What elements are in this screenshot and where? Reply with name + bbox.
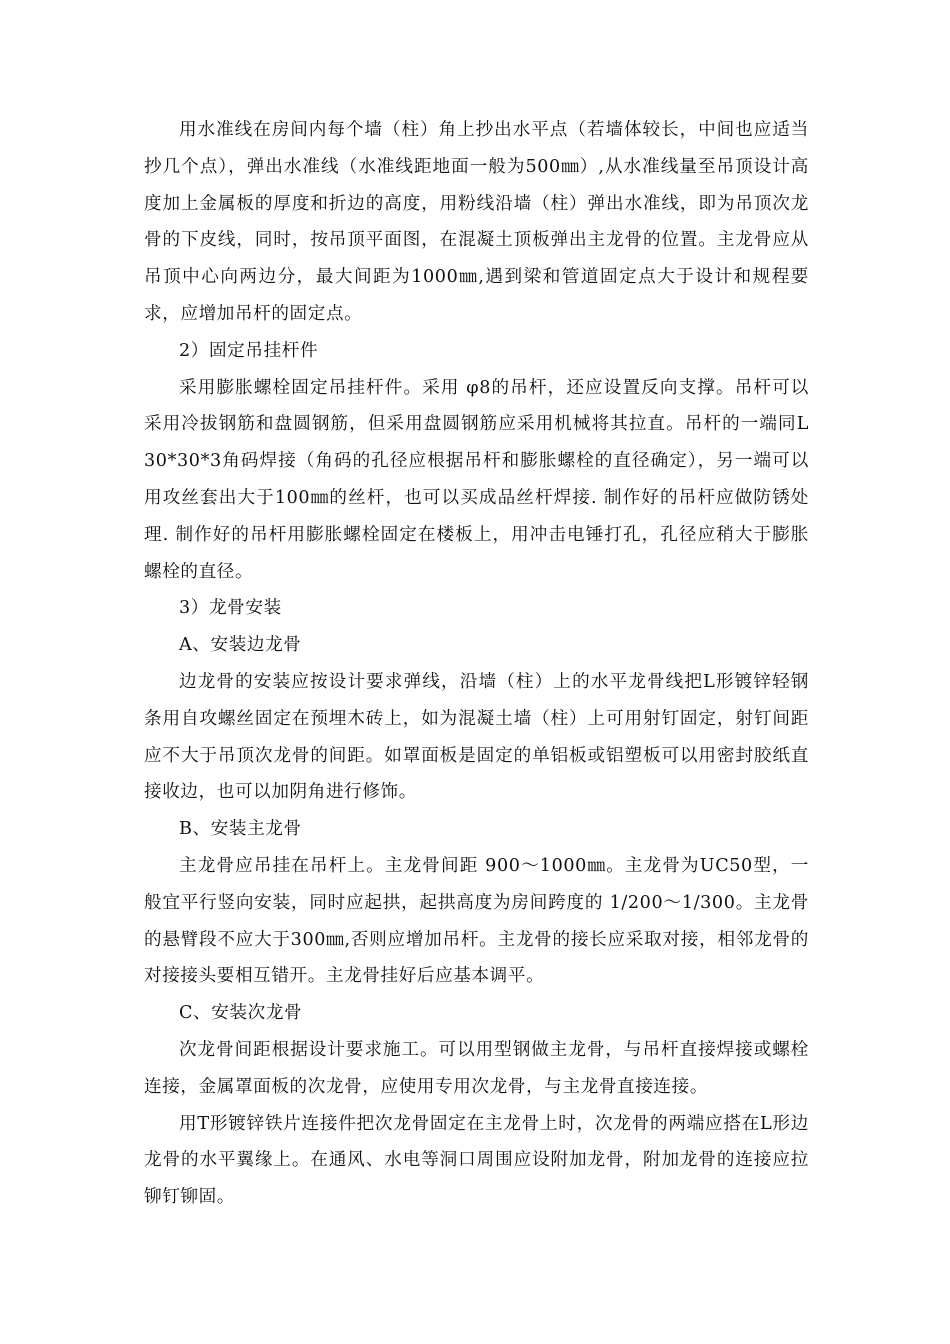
heading-secondary-keel: C、安装次龙骨 — [179, 1003, 303, 1024]
paragraph-leveling-lines: 用水准线在房间内每个墙（柱）角上抄出水平点（若墙体较长，中间也应适当抄几个点），弹出水准线（水准线距地面一般为500㎜）,从水准线量至吊顶设计高度加上金属板的厚度和折边的高度，用粉线沿墙（柱）弹出水准线，即为吊顶次龙骨的下皮线，同时，按吊顶平面图，在混凝土顶板弹出主龙骨的位置。主龙骨应从吊顶中心向两边分，最大间距为1000㎜,遇到梁和管道固定点大于设计和规程要求，应增加吊杆的固定点。 — [144, 120, 809, 324]
paragraph-t-connector: 用T形镀锌铁片连接件把次龙骨固定在主龙骨上时，次龙骨的两端应搭在L形边龙骨的水平翼缘上。在通风、水电等洞口周围应设附加龙骨，附加龙骨的连接应拉铆钉铆固。 — [144, 1113, 809, 1208]
paragraph-hanging-rods: 采用膨胀螺栓固定吊挂杆件。采用 φ8的吊杆，还应设置反向支撑。吊杆可以采用冷拔钢筋和盘圆钢筋，但采用盘圆钢筋应采用机械将其拉直。吊杆的一端同L 30*30*3角码焊接（角码的孔径应根据吊杆和膨胀螺栓的直径确定），另一端可以用攻丝套出大于100㎜的丝杆，也可以买成品丝杆焊接. 制作好的吊杆应做防锈处理. 制作好的吊杆用膨胀螺栓固定在楼板上，用冲击电锤打孔，孔径应稍大于膨胀螺栓的直径。 — [144, 377, 809, 582]
heading-fix-hanging-rods: 2）固定吊挂杆件 — [179, 340, 319, 361]
paragraph-main-keel: 主龙骨应吊挂在吊杆上。主龙骨间距 900～1000㎜。主龙骨为UC50型，一般宜平行竖向安装，同时应起拱，起拱高度为房间跨度的 1/200～1/300。主龙骨的悬臂段不应大于300㎜,否则应增加吊杆。主龙骨的接长应采取对接，相邻龙骨的对接接头要相互错开。主龙骨挂好后应基本调平。 — [144, 855, 809, 987]
document-page — [144, 112, 809, 1216]
heading-edge-keel: A、安装边龙骨 — [179, 635, 302, 656]
heading-main-keel: B、安装主龙骨 — [179, 819, 302, 840]
paragraph-edge-keel: 边龙骨的安装应按设计要求弹线，沿墙（柱）上的水平龙骨线把L形镀锌轻钢条用自攻螺丝固定在预埋木砖上，如为混凝土墙（柱）上可用射钉固定，射钉间距应不大于吊顶次龙骨的间距。如罩面板是固定的单铝板或铝塑板可以用密封胶纸直接收边，也可以加阴角进行修饰。 — [144, 671, 809, 803]
paragraph-secondary-keel: 次龙骨间距根据设计要求施工。可以用型钢做主龙骨，与吊杆直接焊接或螺栓连接，金属罩面板的次龙骨，应使用专用次龙骨，与主龙骨直接连接。 — [144, 1039, 809, 1097]
heading-keel-installation: 3）龙骨安装 — [179, 598, 282, 619]
